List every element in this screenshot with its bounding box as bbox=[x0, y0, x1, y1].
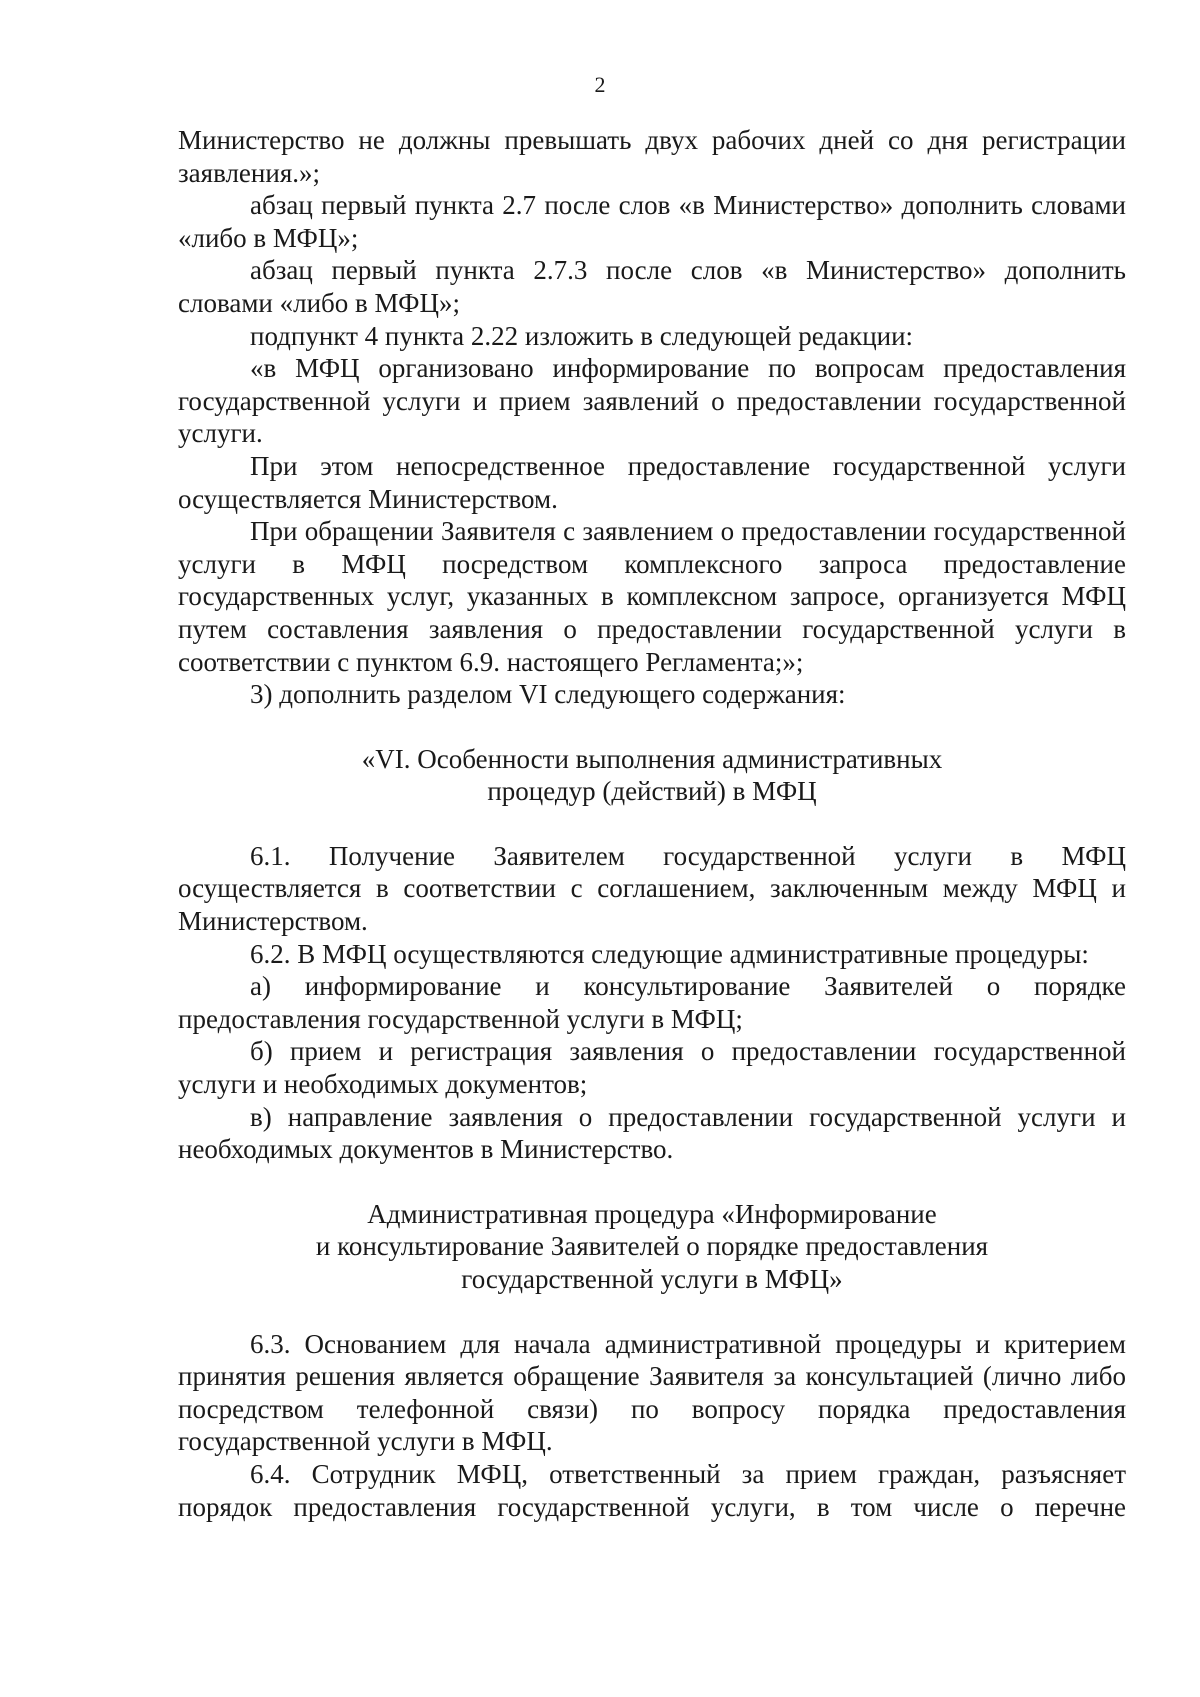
subsection-heading bbox=[178, 1198, 1126, 1296]
paragraph: абзац первый пункта 2.7.3 после слов «в Министерство» дополнить словами «либо в МФЦ»; bbox=[178, 255, 1126, 318]
subsection-heading-line: и консультирование Заявителей о порядке предоставления bbox=[315, 1231, 989, 1262]
paragraph: 6.1. Получение Заявителем государственной услуги в МФЦ осуществляется в соответствии с соглашением, заключенным между МФЦ и Министерством. bbox=[178, 840, 1126, 937]
paragraph: 3) дополнить разделом VI следующего содержания: bbox=[250, 679, 846, 710]
paragraph: 6.3. Основанием для начала административной процедуры и критерием принятия решения является обращение Заявителя за консультацией (лично либо посредством телефонной связи) по вопросу порядка предоставления государственной услуги в МФЦ. bbox=[178, 1328, 1126, 1457]
paragraph: в) направление заявления о предоставлении государственной услуги и необходимых документов в Министерство. bbox=[178, 1101, 1126, 1165]
document-body bbox=[178, 124, 1126, 1523]
paragraph: а) информирование и консультирование Заявителей о порядке предоставления государственной услуги в МФЦ; bbox=[178, 971, 1126, 1034]
paragraph: подпункт 4 пункта 2.22 изложить в следующей редакции: bbox=[250, 320, 914, 351]
paragraph: б) прием и регистрация заявления о предоставлении государственной услуги и необходимых документов; bbox=[178, 1036, 1126, 1100]
section-heading-line: «VI. Особенности выполнения административных bbox=[361, 743, 943, 774]
paragraph: При обращении Заявителя с заявлением о предоставлении государственной услуги в МФЦ посредством комплексного запроса предоставление государственных услуг, указанных в комплексном запросе, организуется МФЦ путем составления заявления о предоставлении государственной услуги в соответствии с пунктом 6.9. настоящего Регламента;»; bbox=[178, 516, 1126, 677]
subsection-heading-line: Административная процедура «Информирование bbox=[367, 1198, 937, 1229]
paragraph: 6.4. Сотрудник МФЦ, ответственный за прием граждан, разъясняет порядок предоставления государственной услуги, в том числе о перечне bbox=[178, 1458, 1126, 1522]
paragraph: «в МФЦ организовано информирование по вопросам предоставления государственной услуги и прием заявлений о предоставлении государственной услуги. bbox=[178, 353, 1126, 449]
section-heading-line: процедур (действий) в МФЦ bbox=[487, 776, 817, 807]
section-heading bbox=[178, 743, 1126, 808]
subsection-heading-line: государственной услуги в МФЦ» bbox=[461, 1264, 843, 1294]
paragraph: При этом непосредственное предоставление государственной услуги осуществляется Министерством. bbox=[178, 450, 1126, 514]
paragraph: Министерство не должны превышать двух рабочих дней со дня регистрации заявления.»; bbox=[178, 125, 1126, 188]
paragraph: абзац первый пункта 2.7 после слов «в Министерство» дополнить словами «либо в МФЦ»; bbox=[178, 190, 1126, 253]
page-number: 2 bbox=[594, 72, 606, 97]
paragraph: 6.2. В МФЦ осуществляются следующие административные процедуры: bbox=[250, 938, 1089, 969]
